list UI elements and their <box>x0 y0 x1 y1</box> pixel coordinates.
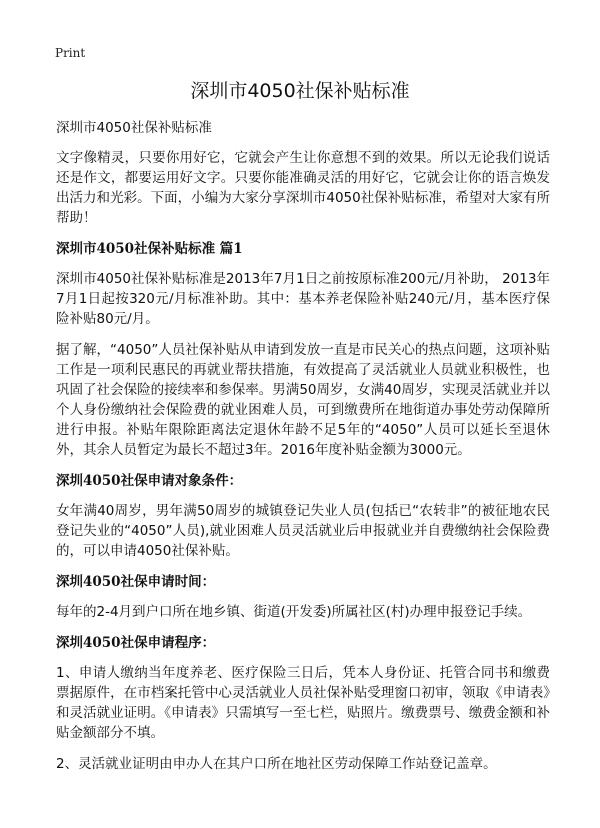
time-paragraph: 每年的2-4月到户口所在地乡镇、街道(开发委)所属社区(村)办理申报登记手续。 <box>56 604 532 620</box>
intro-paragraph: 文字像精灵，只要你用好它，它就会产生让你意想不到的效果。所以无论我们说话还是作文，都要运用好文字。只要你能准确灵活的用好它，它就会让你的语言焕发出活力和光彩。下面，小编为大家分享深圳市4050社保补贴标准，希望对大家有所帮助！ <box>56 150 550 226</box>
section-heading-procedure: 深圳4050社保申请程序： <box>56 635 216 651</box>
section-heading-eligibility: 深圳4050社保申请对象条件： <box>56 473 243 489</box>
page-title: 深圳市4050社保补贴标准 <box>190 80 410 102</box>
section-heading-standard: 深圳市4050社保补贴标准 篇1 <box>56 241 243 257</box>
standard-paragraph-1: 深圳市4050社保补贴标准是2013年7月1日之前按原标准200元/月补助， 2013年7月1日起按320元/月标准补助。其中：基本养老保险补贴240元/月，基本医疗保险补贴80元/月。 <box>56 271 550 327</box>
article-body <box>56 118 550 785</box>
print-label: Print <box>55 46 86 60</box>
procedure-step-2: 2、灵活就业证明由申办人在其户口所在地社区劳动保障工作站登记盖章。 <box>56 756 497 772</box>
section-heading-time: 深圳4050社保申请时间： <box>56 574 216 590</box>
procedure-step-1: 1、申请人缴纳当年度养老、医疗保险三日后，凭本人身份证、托管合同书和缴费票据原件，在市档案托管中心灵活就业人员社保补贴受理窗口初审，领取《申请表》和灵活就业证明。《申请表》只需填写一至七栏，贴照片。缴费票号、缴费金额和补贴金额部分不填。 <box>56 665 550 741</box>
standard-paragraph-2: 据了解，“4050”人员社保补贴从申请到发放一直是市民关心的热点问题，这项补贴工作是一项利民惠民的再就业帮扶措施，有效提高了灵活就业人员就业积极性，也巩固了社会保险的接续率和参保率。男满50周岁，女满40周岁，实现灵活就业并以个人身份缴纳社会保险费的就业困难人员，可到缴费所在地街道办事处劳动保障所进行申报。补贴年限除距离法定退休年龄不足5年的“4050”人员可以延长至退休外，其余人员暂定为最长不超过3年。2016年度补贴金额为3000元。 <box>56 342 550 458</box>
eligibility-paragraph: 女年满40周岁，男年满50周岁的城镇登记失业人员(包括已“农转非”的被征地农民登记失业的“4050”人员),就业困难人员灵活就业后申报就业并自费缴纳社会保险费的，可以申请4050社保补贴。 <box>56 503 550 559</box>
article-subtitle: 深圳市4050社保补贴标准 <box>56 120 212 136</box>
